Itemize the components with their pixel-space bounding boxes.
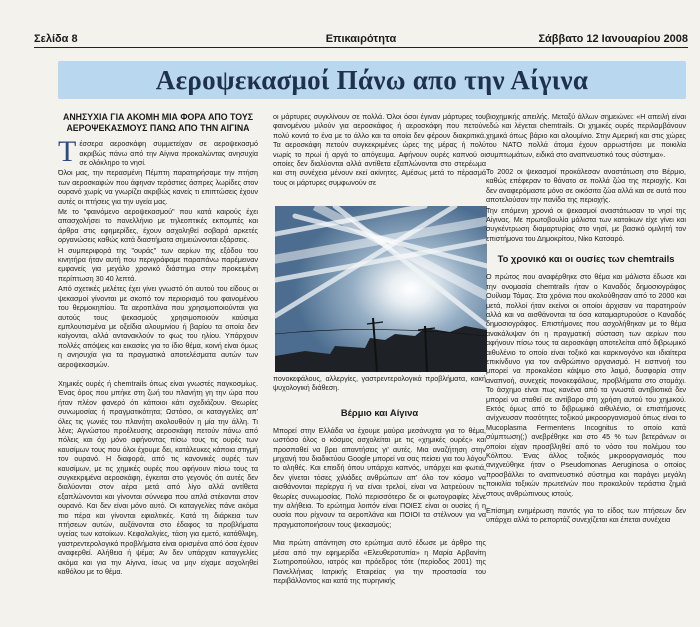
mid-top-text [273, 112, 486, 206]
mid-bottom-text [273, 374, 486, 620]
right-p5: Επίσημη ενημέρωση παντός για το είδος των πτήσεων δεν υπάρχει αλλά το ρεπορτάζ συνεχίζεται και έπεται συνέχεια [486, 506, 686, 525]
page-number: Σελίδα 8 [34, 33, 78, 45]
left-p1: έσσερα αεροσκάφη συμμετείχαν σε αεροψεκασμό ακριβώς πάνω από την Αίγινα προκαλώντας ανησυχία σε ολόκληρο το νησί. [79, 139, 258, 167]
right-p2: Το 2002 οι ψεκασμοί προκάλεσαν αναστάτωση στο Βέρμιο, καθώς επέφεραν το θάνατο σε πολλά ζώα της περιοχής. Και δεν αναφερόμαστε μόνο σε οικόσιτα ζώα αλλά και σε αυτά που αποτελούσαν την πανίδα της περιοχής. [486, 167, 686, 205]
right-p3: Την επόμενη χρονιά οι ψεκασμοί αναστάτωσαν το νησί της Αίγινας. Με πρωτοβουλία μάλιστα των κατοίκων είχε γίνει και συγκέντρωση διαμαρτυρίας στο νησί, με βασικό ομιλητή τον επιστήμονα του Δημοκρίτου, Νίκο Κατσαρό. [486, 205, 686, 243]
right-p4: Ο πρώτος που αναφέρθηκε στο θέμα και μάλιστα έδωσε και την ονομασία chemtrails ήταν ο Καναδός δημοσιογράφος Ουίλιαμ Τόμας. Στα χρόνια που ακολούθησαν από το 2000 και μετά, πολλοί ήταν εκείνοι οι οποίοι άρχισαν να παρατηρούν αλλά και να αισθάνονται τα όσα καταμαρτυρούσε ο Καναδός δημοσιογράφος. Επιστήμονες που ασχολήθηκαν με το θέμα ανακάλυψαν ότι η πραγματική σύσταση των αερίων που αφήνουν πίσω τους τα αεροσκάφη αποτελείται από διβρωμικό αιθυλένιο το οποίο είναι τοξικό και καρκινογόνο και ιδιαίτερα επικίνδυνο για τον ανθρώπινο οργανισμό. Η εισπνοή του μπορεί να προκαλέσει κάψιμο στο λαιμό, δυσφορία στην αναπνοή, συνεχείς πονοκεφάλους, προβλήματα στο στομάχι. Το άσχημο είναι πως κανένα από τα γνωστά αντιβιοτικά δεν μπορεί να σταθεί σε αντίβαρο στη χρήση αυτού του χημικού. Εκτός όμως από το διβρωμικό αιθυλένιο, οι επιστήμονες ανίχνευσαν ποσότητες τοξικού μικροοργανισμού όπως είναι το Mucoplasma Fermentens Incognitus το οποίο κατά σύμπτωση(;) ανεβρέθηκε και στο 45 % των βετεράνων οι οποίοι είχαν προσβληθεί από το νόσο του πολέμου του Κόλπου. Ένας άλλος τοξικός μικροοργανισμός που ανιχνεύθηκε ήταν ο Pseudomonas Aeruginosa ο οποίος προσβάλλει το αναπνευστικό σύστημα και παράγει μεγάλη ποικιλία τοξικών πρωτεϊνών που προκαλούν τεράστια ζημιά στους ανθρώπινους ιστούς. [486, 272, 686, 498]
mid-p2: Μπορεί στην Ελλάδα να έχουμε μαύρα μεσάνυχτα για το θέμα, ωστόσο όλος ο κόσμος ασχολείται με τις «χημικές ουρές» και προσπαθεί να βρει απαντήσεις γι' αυτές. Μια αναζήτηση στην μηχανή του διαδικτύου Google μπορεί να σας πείσει για του λόγου το αληθές. Και επειδή όπου υπάρχει καπνός, υπάρχει και φωτιά, δεν γίνεται τόσες χιλιάδες ανθρώπων απ' όλο τον κόσμο να αισθάνονται περίεργα ή να είναι τρελοί, είναι να λατρεύουν τις θεωρίες συνωμοσίας. Πολύ περισσότερο δε οι φωτογραφίες λένε την αλήθεια. Το ερώτημα λοιπόν είναι ΠΟΙΕΣ είναι οι ουσίες ή η ουσία που ρίχνουν τα αεροπλάνα και ΠΟΙΟΙ τα στέλνουν για να πραγματοποιήσουν τους ψεκασμούς; [273, 425, 486, 529]
right-subhead: Το χρονικό και οι ουσίες των chemtrails [497, 253, 675, 265]
left-p3: Με το "φαινόμενο αεροψεκασμού" που κατά καιρούς έχει απασχολήσει το πανελλήνιο με τηλεοπτικές εκπομπές και άρθρα στις εφημερίδες, έχουν ασχοληθεί σοβαρά αρκετές οργανώσεις καθώς κατά διαστήματα σημειώνονται εξάρσεις. [58, 207, 258, 245]
mid-p1: οι μάρτυρες συγκλίνουν σε πολλά. Όλοι όσοι έγιναν μάρτυρες του φαινομένου μιλούν για αεροσκάφος ή αεροσκάφη που πετούν πολύ κοντά το ένα με το άλλο και τα οποία δεν φέρουν διακριτικά. Τα αεροσκάφη πετούν συγκεκριμένες ώρες της μέρας ή πολύ νωρίς το πρωί ή αργά το απόγευμα. Αφήνουν ουρές καπνού οι οποίες δεν διαλύονται αλλά αντίθετα εξαπλώνονται στο στερέωμα και στη συνέχεια μένουν εκεί ακίνητες. Αμέσως μετά το πέρασμά τους οι μάρτυρες συμφωνούν σε [273, 112, 486, 187]
right-p1: βιοχημικής απειλής. Μεταξύ άλλων σημειώνει: «Η απειλή είναι εδώ και λέγεται chemtrails. Οι χημικές ουρές περιλαμβάνουν χημικά όπως βάριο και αλουμίνιο. Στην Αμερική και στις χώρες του ΝΑΤΟ πολλά άτομα έχουν αρρωστήσει με ποικιλία συμπτωμάτων, ειδικά στο αναπνευστικό τους σύστημα». [486, 112, 686, 159]
left-column [58, 112, 258, 620]
page-header [34, 33, 688, 48]
left-p6: Χημικές ουρές ή chemtrails όπως είναι γνωστές παγκοσμίως. Ένας όρος που μπήκε στη ζωή του πλανήτη γη την ώρα που ήταν πλέον φανερό ότι κάποιοι κάτι σχεδιάζουν. Θεωρίες συνωμοσίας ή πραγματικότητα; Ωστόσο, οι καταγγελίες απ' όλες τις γωνιές του πλανήτη ακολουθούν η μία την άλλη. Τι λένε; Αγνώστου προέλευσης αεροσκάφη πετούν πάνω από πόλεις και όχι μόνο αφήνοντας πίσω τους τις ουρές των καυσίμων τους που όλοι έχουμε δει, κατάλευκες κάποια στιγμή τον ουρανό. Η διαφορά, από τις κανονικές ουρές των καυσίμων, με τις χημικές ουρές που αφήνουν πίσω τους τα συγκεκριμένα αεροσκάφη, έγκειται στο γεγονός ότι αυτές δεν διαλύονται στον αέρα μετά από λίγο αλλά αντίθετα εξαπλώνονται και γίνονται σύννεφα που απλά στέκονται στον ουρανό. Και δεν είναι μόνο αυτό. Οι καταγγελίες πάνε ακόμα πιο πέρα και γίνονται εφιαλτικές. Κατά τη διάρκεια των πτήσεων αυτών, αυξάνονται στο έδαφος τα προβλήματα υγείας των κατοίκων. Κεφαλαλγίες, τάση για εμετό, κατάθλιψη, γαστρεντερολογικά προβλήματα είναι ορισμένα από όσα έχουν αναφερθεί. Αλήθεια ή ψέμα; Αν δεν υπάρχαν καταγγελίες ακόμα και για την Αίγινα, ίσως να μην είχαμε ασχοληθεί καθόλου με το θέμα. [58, 378, 258, 577]
headline: Αεροψεκασμοί Πάνω απο την Αίγινα [155, 65, 589, 95]
photo-caption: πονοκεφάλους, αλλεργίες, γαστρεντερολογικά προβλήματα, κακή ψυχολογική διάθεση. [273, 374, 486, 393]
left-p4: Η συμπεριφορά της "ουράς" των αερίων της εξόδου του κινητήρα ήταν αυτή που περιγράφαμε παραπάνω παρέμειναν εμφανείς για μεγάλο χρονικό διάστημα στην προκειμένη περίπτωση 30 40 λεπτά. [58, 245, 258, 283]
right-column [486, 112, 686, 620]
mid-subhead: Βέρμιο και Αίγινα [340, 406, 419, 418]
mid-p3: Μια πρώτη απάντηση στο ερώτημα αυτό έδωσε με άρθρο της μέσα από την εφημερίδα «Ελευθεροτυπία» η Μαρία Αρβανίτη Σωτηροπούλου, ιατρός και πρόεδρος τότε (περίοδος 2001) της Πανελλήνιας Ιατρικής Εταιρείας για την προστασία του περιβάλλοντος και κατά της πυρηνικής [273, 538, 486, 585]
left-p5: Από σχετικές μελέτες έχει γίνει γνωστό ότι αυτού του είδους οι ψεκασμοί γίνονται με σκοπό τον περιορισμό του φαινομένου του θερμοκηπίου. Τα αεροπλάνα που χρησιμοποιούνται για αυτούς τους ψεκασμούς χρησιμοποιούν καύσιμα εμπλουτισμένα με οξείδια αλουμινίου ή βαρίου τα οποία δεν καίγονται, αλλά αντανακλούν το φως του ηλίου. Υπάρχουν πολλές απόψεις και εικασίες για το ίδιο θέμα, κοινή είναι όμως η ανησυχία για τα πραγματικά αποτελέσματα αυτών των αεροψεκασμών. [58, 284, 258, 369]
issue-date: Σάββατο 12 Ιανουαρίου 2008 [538, 33, 688, 45]
sky-photo-graphic [275, 206, 487, 372]
section-name: Επικαιρότητα [325, 33, 397, 45]
left-subhead: ΑΝΗΣΥΧΙΑ ΓΙΑ ΑΚΟΜΗ ΜΙΑ ΦΟΡΑ ΑΠΟ ΤΟΥΣ ΑΕΡΟΨΕΚΑΣΜΟΥΣ ΠΑΝΩ ΑΠΟ ΤΗΝ ΑΙΓΙΝΑ [62, 112, 254, 133]
left-p2: Όλοι μας, την περασμένη Πέμπτη παρατηρήσαμε την πτήση των αεροσκαφών που άφηναν τεράστιες άσπρες λωρίδες στον ουρανό χωρίς να γνωρίζει ακριβώς κανείς τι επιπτώσεις έχουν αυτές οι πτήσεις για την υγεία μας. [58, 168, 258, 206]
headline-banner [58, 61, 686, 99]
drop-cap: Τ [58, 135, 77, 169]
chemtrail-photo [275, 206, 487, 372]
